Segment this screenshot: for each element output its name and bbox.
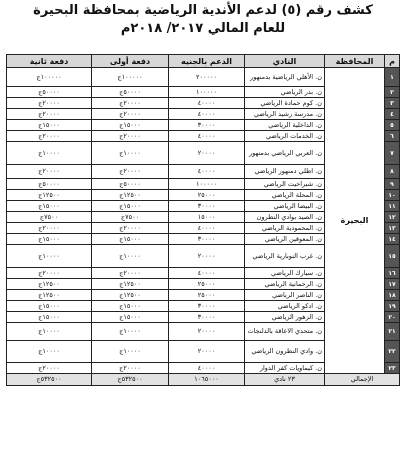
document-subtitle: للعام المالي ٢٠١٧/ ٢٠١٨م xyxy=(120,21,286,36)
total-clubs: ٢٣ نادي xyxy=(245,374,325,386)
first-payment: ١٢٥٠٠ج xyxy=(92,190,169,201)
row-number: ١٠ xyxy=(385,190,400,201)
first-payment: ٢٠٠٠٠ج xyxy=(92,268,169,279)
first-payment: ١٠٠٠٠ج xyxy=(92,323,169,341)
club-name: ن. مدرسة رشيد الرياضي xyxy=(245,109,325,120)
club-name: ن. المعوقين الرياضي xyxy=(245,234,325,245)
support-amount: ١٥٠٠٠ xyxy=(169,212,245,223)
second-payment: ٧٥٠٠ج xyxy=(7,212,92,223)
support-amount: ٣٠٠٠٠ xyxy=(169,201,245,212)
support-amount: ٤٠٠٠٠ xyxy=(169,268,245,279)
support-amount: ٢٠٠٠٠ xyxy=(169,323,245,341)
first-payment: ٢٠٠٠٠ج xyxy=(92,223,169,234)
second-payment: ١٥٠٠٠ج xyxy=(7,312,92,323)
total-row xyxy=(7,374,400,386)
row-number: ١٩ xyxy=(385,301,400,312)
total-label: الإجمالي xyxy=(325,374,400,386)
total-second-payment: ٥٣٢٥٠٠ج xyxy=(7,374,92,386)
first-payment: ٢٠٠٠٠ج xyxy=(92,131,169,142)
table-header-row xyxy=(7,55,400,68)
club-name: ن. ادكو الرياضي xyxy=(245,301,325,312)
club-name: ن. العربي الرياضي بدمنهور xyxy=(245,142,325,165)
first-payment: ١٥٠٠٠ج xyxy=(92,312,169,323)
row-number: ٥ xyxy=(385,120,400,131)
support-amount: ٤٠٠٠٠ xyxy=(169,109,245,120)
governorate-cell: البحيرة xyxy=(325,68,385,374)
second-payment: ١٠٠٠٠ج xyxy=(7,341,92,363)
row-number: ٤ xyxy=(385,109,400,120)
row-number: ٦ xyxy=(385,131,400,142)
support-amount: ٣٠٠٠٠ xyxy=(169,234,245,245)
second-payment: ٢٠٠٠٠ج xyxy=(7,109,92,120)
second-payment: ١٠٠٠٠ج xyxy=(7,142,92,165)
first-payment: ١٥٠٠٠ج xyxy=(92,120,169,131)
second-payment: ١٠٠٠٠ج xyxy=(7,245,92,268)
second-payment: ١٠٠٠٠ج xyxy=(7,323,92,341)
support-amount: ٢٠٠٠٠ xyxy=(169,341,245,363)
club-name: ن. الزهور الرياضي xyxy=(245,312,325,323)
club-name: ن. الأهلي الرياضية بدمنهور xyxy=(245,68,325,87)
support-amount: ٢٥٠٠٠ xyxy=(169,290,245,301)
first-payment: ١٠٠٠٠ج xyxy=(92,245,169,268)
support-amount: ٢٥٠٠٠ xyxy=(169,190,245,201)
second-payment: ١٢٥٠٠ج xyxy=(7,279,92,290)
support-amount: ١٠٠٠٠٠ xyxy=(169,87,245,98)
support-amount: ٣٠٠٠٠ xyxy=(169,120,245,131)
first-payment: ٢٠٠٠٠ج xyxy=(92,98,169,109)
support-amount: ٣٠٠٠٠ xyxy=(169,312,245,323)
second-payment: ٢٠٠٠٠ج xyxy=(7,268,92,279)
support-amount: ٤٠٠٠٠ xyxy=(169,363,245,374)
club-name: ن. الرحمانية الرياضي xyxy=(245,279,325,290)
second-payment: ٥٠٠٠٠ج xyxy=(7,87,92,98)
first-payment: ١٠٠٠٠٠ج xyxy=(92,68,169,87)
first-payment: ٧٥٠٠ج xyxy=(92,212,169,223)
total-first-payment: ٥٣٢٥٠٠ج xyxy=(92,374,169,386)
first-payment: ١٠٠٠٠ج xyxy=(92,142,169,165)
club-name: ن. بدر الرياضي xyxy=(245,87,325,98)
club-name: ن. كوم حمادة الرياضي xyxy=(245,98,325,109)
second-payment: ٥٠٠٠٠ج xyxy=(7,179,92,190)
row-number: ١١ xyxy=(385,201,400,212)
support-amount: ٢٥٠٠٠ xyxy=(169,279,245,290)
support-amount: ٣٠٠٠٠ xyxy=(169,301,245,312)
club-name: ن. البيضا الرياضي xyxy=(245,201,325,212)
first-payment: ٢٠٠٠٠ج xyxy=(92,165,169,179)
total-support: ١٠٦٥٠٠٠ xyxy=(169,374,245,386)
club-name: ن. اطلي دمنهور الرياضي xyxy=(245,165,325,179)
row-number: ٣ xyxy=(385,98,400,109)
row-number: ١٤ xyxy=(385,234,400,245)
club-name: ن. المحمودية الرياضي xyxy=(245,223,325,234)
header-support: الدعم بالجنيه xyxy=(169,55,245,68)
row-number: ٢٣ xyxy=(385,363,400,374)
club-name: ن. الخدمات الرياضي xyxy=(245,131,325,142)
header-num: م xyxy=(385,55,400,68)
support-amount: ٢٠٠٠٠ xyxy=(169,142,245,165)
row-number: ٢ xyxy=(385,87,400,98)
club-name: ن. الصيد بوادي النطرون xyxy=(245,212,325,223)
row-number: ٢٢ xyxy=(385,341,400,363)
second-payment: ٢٠٠٠٠ج xyxy=(7,223,92,234)
first-payment: ١٢٥٠٠ج xyxy=(92,279,169,290)
first-payment: ٥٠٠٠٠ج xyxy=(92,179,169,190)
header-payment-2: دفعة ثانية xyxy=(7,55,92,68)
row-number: ١٨ xyxy=(385,290,400,301)
club-name: ن. شبراخيت الرياضي xyxy=(245,179,325,190)
second-payment: ١٥٠٠٠ج xyxy=(7,234,92,245)
first-payment: ٢٠٠٠٠ج xyxy=(92,363,169,374)
table-body xyxy=(7,68,400,386)
club-name: ن. الناصر الرياضي xyxy=(245,290,325,301)
support-amount: ٤٠٠٠٠ xyxy=(169,131,245,142)
support-amount: ٤٠٠٠٠ xyxy=(169,165,245,179)
support-amount: ٢٠٠٠٠٠ xyxy=(169,68,245,87)
second-payment: ١٥٠٠٠ج xyxy=(7,120,92,131)
club-name: ن. كيماويات كفر الدوار xyxy=(245,363,325,374)
club-name: ن. المحلة الرياضي xyxy=(245,190,325,201)
row-number: ١٧ xyxy=(385,279,400,290)
support-amount: ١٠٠٠٠٠ xyxy=(169,179,245,190)
support-table xyxy=(6,54,400,386)
first-payment: ٥٠٠٠٠ج xyxy=(92,87,169,98)
row-number: ٢١ xyxy=(385,323,400,341)
row-number: ٩ xyxy=(385,179,400,190)
first-payment: ١٠٠٠٠ج xyxy=(92,341,169,363)
row-number: ١٥ xyxy=(385,245,400,268)
second-payment: ١٥٠٠٠ج xyxy=(7,301,92,312)
row-number: ١٣ xyxy=(385,223,400,234)
first-payment: ١٢٥٠٠ج xyxy=(92,290,169,301)
second-payment: ٢٠٠٠٠ج xyxy=(7,363,92,374)
club-name: ن. سيارك الرياضي xyxy=(245,268,325,279)
support-amount: ٤٠٠٠٠ xyxy=(169,98,245,109)
second-payment: ١٥٠٠٠ج xyxy=(7,201,92,212)
document-title: كشف رقم (٥) لدعم الأندية الرياضية بمحافظة البحيرة xyxy=(33,3,373,18)
first-payment: ١٥٠٠٠ج xyxy=(92,201,169,212)
row-number: ١٦ xyxy=(385,268,400,279)
club-name: ن. غرب النوبارية الرياضي xyxy=(245,245,325,268)
row-number: ٨ xyxy=(385,165,400,179)
first-payment: ١٥٠٠٠ج xyxy=(92,301,169,312)
header-payment-1: دفعة أولى xyxy=(92,55,169,68)
club-name: ن. وادي النطرون الرياضي xyxy=(245,341,325,363)
support-amount: ٤٠٠٠٠ xyxy=(169,223,245,234)
second-payment: ١٢٥٠٠ج xyxy=(7,190,92,201)
row-number: ٧ xyxy=(385,142,400,165)
first-payment: ١٥٠٠٠ج xyxy=(92,234,169,245)
row-number: ١٢ xyxy=(385,212,400,223)
first-payment: ٢٠٠٠٠ج xyxy=(92,109,169,120)
club-name: ن. الداخلية الرياضي xyxy=(245,120,325,131)
row-number: ١ xyxy=(385,68,400,87)
second-payment: ٢٠٠٠٠ج xyxy=(7,165,92,179)
club-name: ن. متحدي الاعاقة بالدلنجات xyxy=(245,323,325,341)
second-payment: ١٠٠٠٠٠ج xyxy=(7,68,92,87)
row-number: ٢٠ xyxy=(385,312,400,323)
second-payment: ٢٠٠٠٠ج xyxy=(7,98,92,109)
support-amount: ٢٠٠٠٠ xyxy=(169,245,245,268)
second-payment: ٢٠٠٠٠ج xyxy=(7,131,92,142)
table-row xyxy=(7,68,400,87)
second-payment: ١٢٥٠٠ج xyxy=(7,290,92,301)
header-club: النادي xyxy=(245,55,325,68)
header-governorate: المحافظة xyxy=(325,55,385,68)
